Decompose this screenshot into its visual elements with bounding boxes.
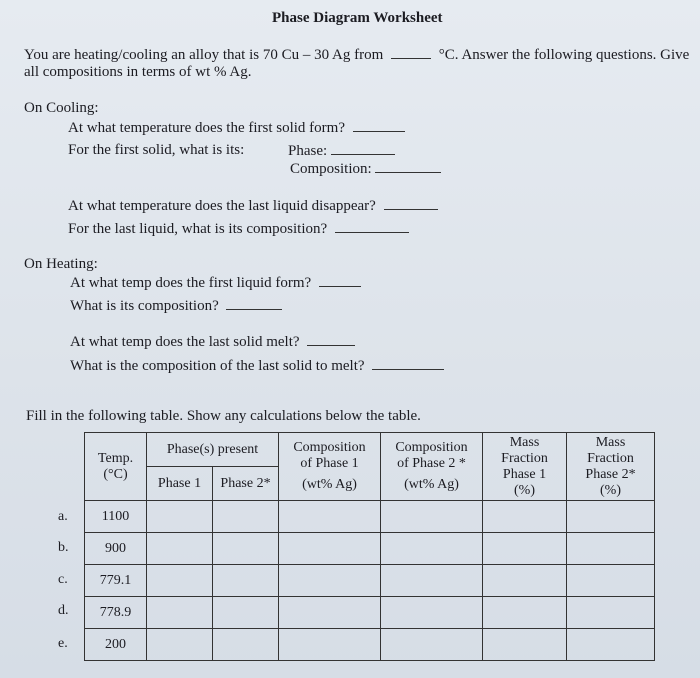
mass-fraction-2-cell[interactable] [567, 501, 655, 533]
phase-1-cell[interactable] [147, 533, 213, 565]
mass-fraction-1-cell[interactable] [483, 565, 567, 597]
phase-1-cell[interactable] [147, 565, 213, 597]
cooling-q4 [68, 220, 409, 238]
heating-q3 [70, 333, 355, 351]
composition-1-cell[interactable] [279, 565, 381, 597]
header-composition-phase-2 [381, 433, 483, 501]
header-phases-present: Phase(s) present [147, 433, 279, 467]
row-label-c: c. [58, 572, 68, 587]
phase-1-cell[interactable] [147, 629, 213, 661]
header-mf2-line4: (%) [600, 482, 621, 498]
cooling-q4-blank[interactable] [335, 220, 409, 233]
mass-fraction-1-cell[interactable] [483, 501, 567, 533]
mass-fraction-1-cell[interactable] [483, 533, 567, 565]
heating-q2-text: What is its composition? [70, 298, 219, 314]
row-label-e: e. [58, 636, 68, 651]
header-mass-fraction-phase-2 [567, 433, 655, 501]
cooling-heading: On Cooling: [24, 100, 99, 116]
header-temp [85, 433, 147, 501]
table-row [85, 565, 655, 597]
temp-cell: 778.9 [85, 597, 147, 629]
heating-q3-blank[interactable] [307, 333, 355, 346]
heating-q4-blank[interactable] [372, 357, 444, 370]
phase-data-table [84, 432, 655, 661]
header-comp2-line2: of Phase 2 * [397, 456, 466, 471]
table-row [85, 533, 655, 565]
intro-text-a: You are heating/cooling an alloy that is 70 Cu – 30 Ag from [24, 47, 384, 63]
phase-1-cell[interactable] [147, 501, 213, 533]
header-mass-fraction-phase-1 [483, 433, 567, 501]
header-comp1-line1: Composition [293, 440, 366, 455]
cooling-q2: For the first solid, what is its: [68, 142, 245, 158]
mass-fraction-2-cell[interactable] [567, 597, 655, 629]
cooling-q1-text: At what temperature does the first solid form? [68, 120, 346, 136]
heating-q1-blank[interactable] [319, 274, 361, 287]
heating-q3-text: At what temp does the last solid melt? [70, 334, 300, 350]
composition-1-cell[interactable] [279, 533, 381, 565]
temp-cell: 200 [85, 629, 147, 661]
header-phase-2: Phase 2* [213, 467, 279, 501]
phase-label: Phase: [288, 143, 328, 159]
cooling-q3-text: At what temperature does the last liquid disappear? [68, 198, 376, 214]
composition-1-cell[interactable] [279, 501, 381, 533]
phase-2-cell[interactable] [213, 629, 279, 661]
composition-2-cell[interactable] [381, 565, 483, 597]
header-mf2-line1: Mass [595, 434, 626, 450]
table-row [85, 597, 655, 629]
composition-label: Composition: [290, 161, 372, 177]
phase-2-cell[interactable] [213, 565, 279, 597]
header-temp-line2: (°C) [103, 466, 128, 482]
header-comp2-line1: Composition [395, 440, 468, 455]
composition-2-cell[interactable] [381, 501, 483, 533]
cooling-q1-blank[interactable] [353, 119, 405, 132]
intro-line-1 [24, 46, 689, 64]
composition-blank[interactable] [375, 160, 441, 173]
mass-fraction-2-cell[interactable] [567, 565, 655, 597]
table-row [85, 629, 655, 661]
cooling-q3 [68, 197, 438, 215]
row-label-a: a. [58, 509, 68, 524]
header-mf2-line3: Phase 2* [585, 466, 636, 482]
heating-q2-blank[interactable] [226, 297, 282, 310]
mass-fraction-1-cell[interactable] [483, 597, 567, 629]
header-comp2-line3: (wt% Ag) [404, 477, 459, 492]
header-comp1-line3: (wt% Ag) [302, 477, 357, 492]
page-title: Phase Diagram Worksheet [272, 10, 443, 26]
intro-line-2: all compositions in terms of wt % Ag. [24, 64, 252, 80]
composition-2-cell[interactable] [381, 597, 483, 629]
mass-fraction-2-cell[interactable] [567, 629, 655, 661]
composition-1-cell[interactable] [279, 597, 381, 629]
cooling-q1 [68, 119, 405, 137]
cooling-phase [288, 142, 395, 160]
table-instruction: Fill in the following table. Show any calculations below the table. [26, 408, 421, 424]
row-label-b: b. [58, 540, 69, 555]
intro-text-b: °C. Answer the following questions. Give [438, 47, 690, 63]
phase-blank[interactable] [331, 142, 395, 155]
phase-2-cell[interactable] [213, 533, 279, 565]
heating-q4-text: What is the composition of the last solid to melt? [70, 358, 365, 374]
heating-q1-text: At what temp does the first liquid form? [70, 275, 312, 291]
heating-q2 [70, 297, 282, 315]
header-temp-line1: Temp. [97, 450, 134, 466]
heating-heading: On Heating: [24, 256, 98, 272]
table-row [85, 501, 655, 533]
header-comp1-line2: of Phase 1 [300, 456, 359, 471]
header-phase-1: Phase 1 [147, 467, 213, 501]
cooling-q3-blank[interactable] [384, 197, 438, 210]
header-mf1-line3: Phase 1 [502, 466, 547, 482]
phase-1-cell[interactable] [147, 597, 213, 629]
mass-fraction-2-cell[interactable] [567, 533, 655, 565]
composition-2-cell[interactable] [381, 629, 483, 661]
temp-cell: 900 [85, 533, 147, 565]
header-mf1-line2: Fraction [501, 450, 548, 466]
header-mf2-line2: Fraction [587, 450, 634, 466]
heating-q4 [70, 357, 444, 375]
heating-q1 [70, 274, 361, 292]
phase-2-cell[interactable] [213, 597, 279, 629]
header-mf1-line4: (%) [514, 482, 535, 498]
phase-2-cell[interactable] [213, 501, 279, 533]
composition-1-cell[interactable] [279, 629, 381, 661]
header-mf1-line1: Mass [509, 434, 540, 450]
mass-fraction-1-cell[interactable] [483, 629, 567, 661]
temp-cell: 779.1 [85, 565, 147, 597]
header-composition-phase-1 [279, 433, 381, 501]
row-label-d: d. [58, 603, 69, 618]
temperature-range-blank[interactable] [391, 46, 431, 59]
cooling-q4-text: For the last liquid, what is its composition? [68, 221, 328, 237]
composition-2-cell[interactable] [381, 533, 483, 565]
cooling-composition [290, 160, 441, 178]
temp-cell: 1100 [85, 501, 147, 533]
